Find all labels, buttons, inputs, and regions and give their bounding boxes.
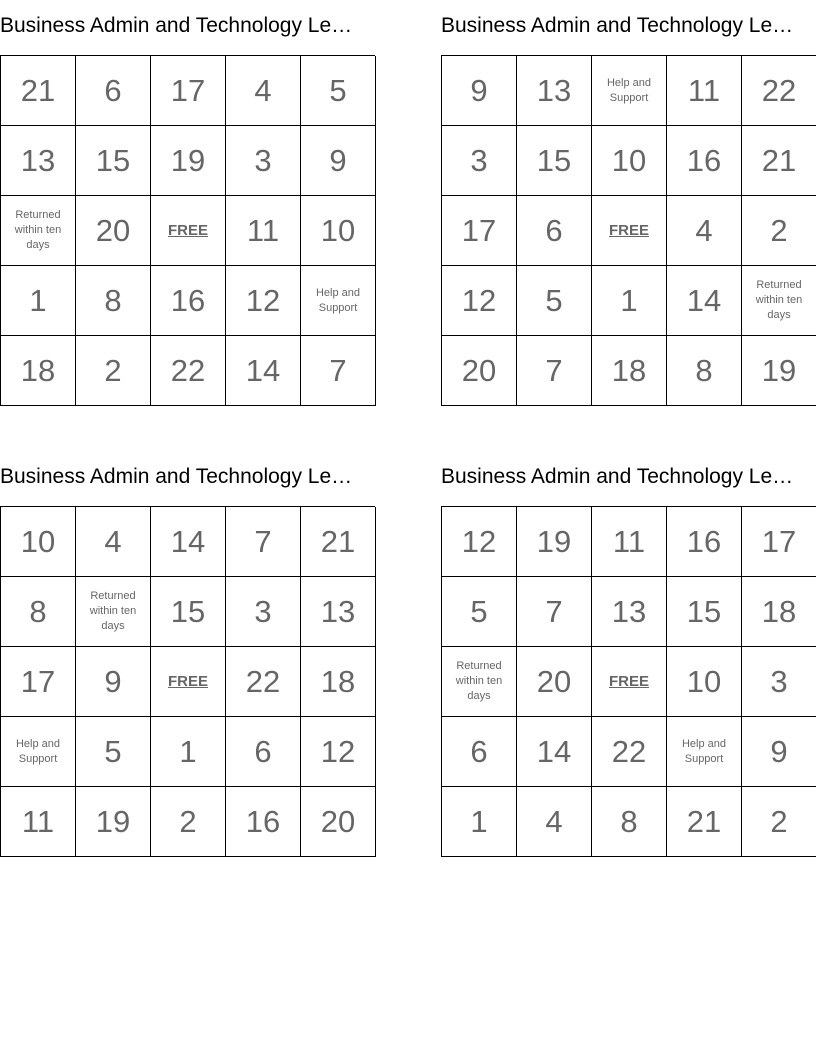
bingo-number-cell: 15	[151, 577, 226, 647]
bingo-number-cell: 19	[742, 336, 816, 406]
bingo-number-cell: 10	[301, 196, 376, 266]
card-title: Business Admin and Technology Le…	[441, 14, 794, 37]
bingo-number-cell: 8	[76, 266, 151, 336]
bingo-number-cell: 18	[1, 336, 76, 406]
bingo-number-cell: 6	[442, 717, 517, 787]
bingo-text-cell: Returned within ten days	[1, 196, 76, 266]
bingo-number-cell: 13	[592, 577, 667, 647]
bingo-number-cell: 15	[667, 577, 742, 647]
bingo-number-cell: 1	[1, 266, 76, 336]
bingo-number-cell: 11	[1, 787, 76, 857]
bingo-number-cell: 22	[742, 56, 816, 126]
bingo-number-cell: 22	[151, 336, 226, 406]
bingo-number-cell: 5	[76, 717, 151, 787]
bingo-number-cell: 20	[442, 336, 517, 406]
free-space-cell: FREE	[592, 196, 667, 266]
bingo-number-cell: 16	[667, 507, 742, 577]
bingo-number-cell: 3	[226, 577, 301, 647]
bingo-number-cell: 12	[301, 717, 376, 787]
bingo-number-cell: 5	[517, 266, 592, 336]
bingo-number-cell: 5	[442, 577, 517, 647]
bingo-number-cell: 16	[667, 126, 742, 196]
bingo-grid	[441, 55, 816, 406]
bingo-text-cell: Help and Support	[667, 717, 742, 787]
free-space-cell: FREE	[151, 647, 226, 717]
bingo-card-3	[0, 451, 375, 857]
bingo-number-cell: 22	[226, 647, 301, 717]
bingo-text-cell: Returned within ten days	[442, 647, 517, 717]
bingo-number-cell: 6	[76, 56, 151, 126]
bingo-number-cell: 13	[301, 577, 376, 647]
bingo-number-cell: 21	[301, 507, 376, 577]
bingo-number-cell: 4	[667, 196, 742, 266]
card-title: Business Admin and Technology Le…	[441, 465, 794, 488]
bingo-number-cell: 12	[226, 266, 301, 336]
bingo-number-cell: 1	[592, 266, 667, 336]
bingo-number-cell: 14	[151, 507, 226, 577]
bingo-number-cell: 14	[667, 266, 742, 336]
bingo-text-cell: Returned within ten days	[76, 577, 151, 647]
bingo-number-cell: 13	[1, 126, 76, 196]
bingo-number-cell: 3	[226, 126, 301, 196]
bingo-number-cell: 13	[517, 56, 592, 126]
free-space-cell: FREE	[151, 196, 226, 266]
bingo-number-cell: 21	[667, 787, 742, 857]
bingo-number-cell: 14	[226, 336, 301, 406]
bingo-number-cell: 8	[592, 787, 667, 857]
bingo-number-cell: 11	[226, 196, 301, 266]
bingo-number-cell: 12	[442, 507, 517, 577]
bingo-number-cell: 9	[742, 717, 816, 787]
bingo-text-cell: Help and Support	[592, 56, 667, 126]
bingo-number-cell: 19	[76, 787, 151, 857]
bingo-number-cell: 11	[592, 507, 667, 577]
bingo-card-1	[0, 0, 375, 406]
bingo-number-cell: 14	[517, 717, 592, 787]
bingo-number-cell: 12	[442, 266, 517, 336]
bingo-number-cell: 5	[301, 56, 376, 126]
bingo-number-cell: 2	[742, 787, 816, 857]
bingo-number-cell: 7	[517, 336, 592, 406]
bingo-number-cell: 18	[742, 577, 816, 647]
bingo-number-cell: 11	[667, 56, 742, 126]
bingo-number-cell: 1	[151, 717, 226, 787]
bingo-number-cell: 21	[1, 56, 76, 126]
bingo-number-cell: 17	[442, 196, 517, 266]
bingo-number-cell: 21	[742, 126, 816, 196]
bingo-grid	[441, 506, 816, 857]
bingo-number-cell: 9	[442, 56, 517, 126]
bingo-number-cell: 4	[76, 507, 151, 577]
bingo-card-2	[441, 0, 816, 406]
bingo-number-cell: 18	[301, 647, 376, 717]
bingo-number-cell: 15	[517, 126, 592, 196]
bingo-card-4	[441, 451, 816, 857]
bingo-number-cell: 16	[151, 266, 226, 336]
bingo-number-cell: 20	[517, 647, 592, 717]
bingo-number-cell: 20	[301, 787, 376, 857]
bingo-number-cell: 4	[226, 56, 301, 126]
bingo-text-cell: Help and Support	[1, 717, 76, 787]
card-title: Business Admin and Technology Le…	[0, 465, 353, 488]
bingo-number-cell: 2	[76, 336, 151, 406]
bingo-text-cell: Returned within ten days	[742, 266, 816, 336]
bingo-number-cell: 8	[667, 336, 742, 406]
bingo-number-cell: 17	[151, 56, 226, 126]
bingo-number-cell: 15	[76, 126, 151, 196]
bingo-number-cell: 17	[1, 647, 76, 717]
bingo-number-cell: 6	[517, 196, 592, 266]
free-space-cell: FREE	[592, 647, 667, 717]
bingo-number-cell: 22	[592, 717, 667, 787]
bingo-number-cell: 9	[76, 647, 151, 717]
card-title: Business Admin and Technology Le…	[0, 14, 353, 37]
bingo-number-cell: 17	[742, 507, 816, 577]
bingo-grid	[0, 55, 375, 406]
bingo-number-cell: 2	[151, 787, 226, 857]
bingo-number-cell: 2	[742, 196, 816, 266]
bingo-grid	[0, 506, 375, 857]
bingo-number-cell: 16	[226, 787, 301, 857]
bingo-number-cell: 7	[226, 507, 301, 577]
bingo-number-cell: 10	[592, 126, 667, 196]
bingo-number-cell: 8	[1, 577, 76, 647]
bingo-number-cell: 19	[151, 126, 226, 196]
bingo-number-cell: 19	[517, 507, 592, 577]
bingo-number-cell: 1	[442, 787, 517, 857]
bingo-number-cell: 18	[592, 336, 667, 406]
bingo-number-cell: 7	[517, 577, 592, 647]
bingo-number-cell: 3	[742, 647, 816, 717]
bingo-number-cell: 10	[1, 507, 76, 577]
bingo-number-cell: 10	[667, 647, 742, 717]
bingo-number-cell: 9	[301, 126, 376, 196]
bingo-number-cell: 20	[76, 196, 151, 266]
bingo-number-cell: 4	[517, 787, 592, 857]
bingo-number-cell: 7	[301, 336, 376, 406]
bingo-number-cell: 3	[442, 126, 517, 196]
bingo-number-cell: 6	[226, 717, 301, 787]
bingo-text-cell: Help and Support	[301, 266, 376, 336]
